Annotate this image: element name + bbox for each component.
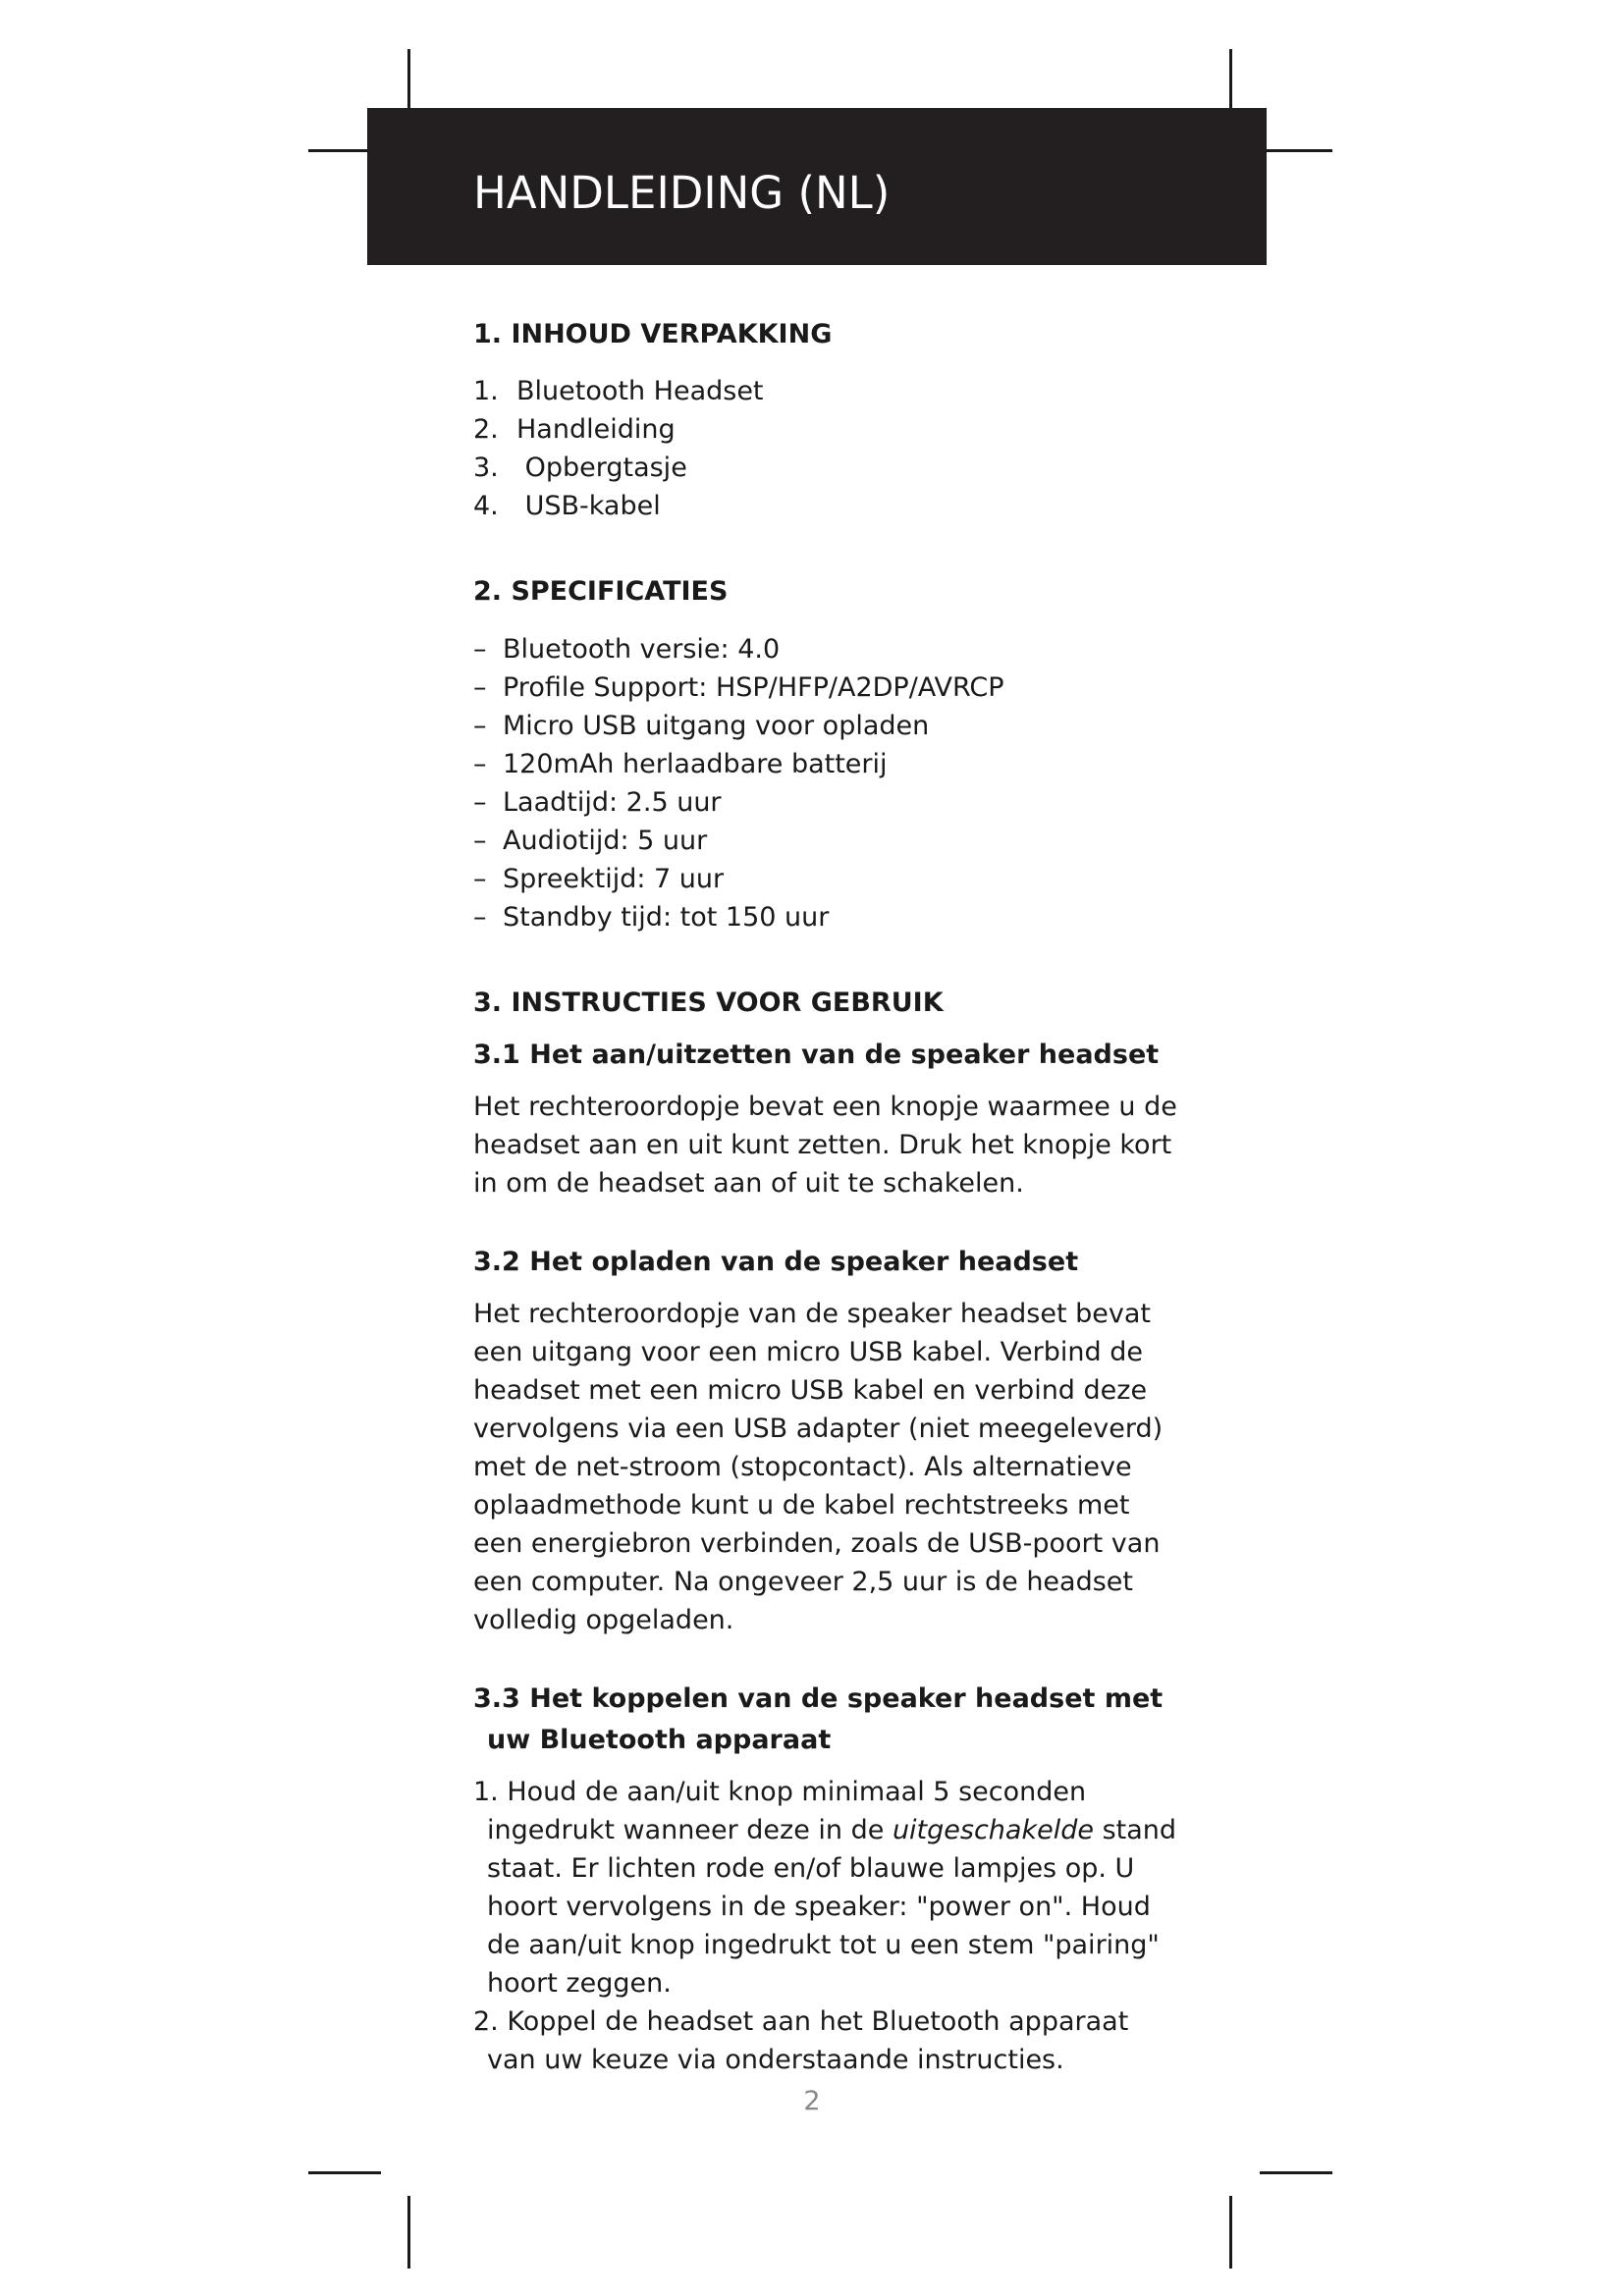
list-item: 1. Houd de aan/uit knop minimaal 5 seconden ingedrukt wanneer deze in de uitgeschakelde stand staat. Er lichten rode en/of blauwe lampjes op. U hoort vervolgens in de speaker: "power on". Houd de aan/uit knop ingedrukt tot u een stem "pairing" hoort zeggen. [473,1776,1177,1999]
specifications-list [473,630,1180,936]
list-item: – Micro USB uitgang voor opladen [473,710,930,741]
list-item: 2. Handleiding [473,414,676,446]
list-item: – Standby tijd: tot 150 uur [473,901,830,933]
package-contents-list [473,372,1180,525]
list-item: 3. Opbergtasje [473,453,687,484]
section-2-heading: 2. SPECIFICATIES [473,576,729,608]
list-item: – Laadtijd: 2.5 uur [473,786,722,818]
list-item: – Bluetooth versie: 4.0 [473,633,781,665]
list-item: – 120mAh herlaadbare batterij [473,748,888,779]
crop-mark-bottom-right-horizontal [1260,2171,1332,2174]
list-item: – Spreektijd: 7 uur [473,863,725,894]
list-item: 4. USB-kabel [473,491,661,522]
crop-mark-bottom-left-horizontal [308,2171,381,2174]
document-title: HANDLEIDING (NL) [473,167,891,219]
manual-content [473,319,1180,2079]
page-number: 2 [803,2086,821,2116]
list-item: 2. Koppel de headset aan het Bluetooth apparaat van uw keuze via onderstaande instructies. [473,2005,1129,2075]
crop-mark-bottom-right-vertical [1229,2196,1232,2269]
subsection-3-1-heading: 3.1 Het aan/uitzetten van de speaker headset [473,1040,1160,1071]
list-item: – Profile Support: HSP/HFP/A2DP/AVRCP [473,671,1004,703]
subsection-3-2-heading: 3.2 Het opladen van de speaker headset [473,1247,1079,1278]
crop-mark-top-right-horizontal [1260,149,1332,152]
header-band [367,108,1267,265]
section-1-heading: 1. INHOUD VERPAKKING [473,319,833,349]
section-3-heading: 3. INSTRUCTIES VOOR GEBRUIK [473,987,944,1018]
crop-mark-bottom-left-vertical [407,2196,410,2269]
list-item: 1. Bluetooth Headset [473,376,764,407]
subsection-3-3-heading: 3.3 Het koppelen van de speaker headset met uw Bluetooth apparaat [473,1682,1164,1755]
list-item: – Audiotijd: 5 uur [473,825,708,856]
subsection-3-1-text: Het rechteroordopje bevat een knopje waarmee u de headset aan en uit kunt zetten. Druk het knopje kort in om de headset aan of uit te schakelen. [473,1092,1177,1200]
subsection-3-2-text: Het rechteroordopje van de speaker headset bevat een uitgang voor een micro USB kabel. Verbind de headset met een micro USB kabel en verbind deze vervolgens via een USB adapter (niet meegeleverd) met de net-stroom (stopcontact). Als alternatieve oplaadmethode kunt u de kabel rechtstreeks met een energiebron verbinden, zoals de USB-poort van een computer. Na ongeveer 2,5 uur is de headset volledig opgeladen. [473,1298,1164,1635]
pairing-steps-list [473,1773,1180,2079]
